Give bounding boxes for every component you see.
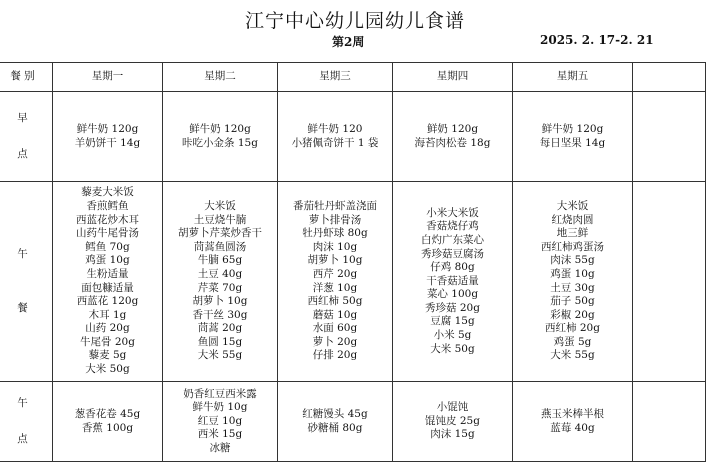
menu-item: 木耳 1g: [88, 308, 127, 321]
day-header: 星期三: [278, 63, 393, 92]
menu-item: 藜麦大米饭: [81, 186, 134, 199]
menu-item: 鲜牛奶 120: [307, 122, 363, 135]
menu-cell: [513, 182, 633, 382]
menu-item: 小馄饨: [436, 401, 469, 414]
menu-item: 藜麦 5g: [88, 349, 127, 362]
menu-item: 蘑菇 10g: [312, 308, 358, 321]
menu-cell: [163, 382, 278, 462]
meal-label-char: 午: [17, 396, 28, 409]
menu-cell: [163, 92, 278, 182]
meal-label-char: 点: [17, 432, 28, 445]
menu-item: 香菇烧仔鸡: [426, 220, 479, 233]
menu-item: 干香菇适量: [426, 274, 479, 287]
menu-item: 鳕鱼 70g: [85, 240, 130, 253]
menu-cell: [53, 182, 163, 382]
header-row: [0, 63, 706, 92]
menu-item: 西蓝花炒木耳: [76, 213, 139, 226]
menu-item: 鱼圆 15g: [197, 335, 243, 348]
menu-item: 小米大米饭: [426, 206, 479, 219]
menu-cell: [513, 92, 633, 182]
menu-item: 咔吃小金条 15g: [182, 136, 258, 149]
menu-item: 大米饭: [204, 199, 236, 212]
snack-row: [0, 382, 706, 462]
menu-cell: [278, 182, 393, 382]
menu-cell: [278, 92, 393, 182]
menu-item: 鲜牛奶 120g: [189, 122, 251, 135]
menu-item: 秀珍菇豆腐汤: [421, 247, 484, 260]
menu-item: 仔排 20g: [312, 349, 358, 362]
menu-item: 蓝莓 40g: [550, 421, 595, 434]
menu-item: 西芹 20g: [312, 267, 358, 280]
lunch-row: [0, 182, 706, 382]
menu-item: 萝卜排骨汤: [308, 213, 362, 226]
menu-item: 萝卜 20g: [312, 335, 358, 348]
menu-item: 鲜牛奶 10g: [192, 401, 248, 414]
menu-item: 红豆 10g: [197, 414, 243, 427]
menu-item: 鲜奶 120g: [426, 122, 479, 135]
menu-item: 肉沫 55g: [550, 254, 595, 267]
menu-item: 小米 5g: [433, 329, 472, 342]
menu-item: 茄子 50g: [550, 295, 595, 308]
menu-item: 牡丹虾球 80g: [302, 227, 368, 240]
menu-cell: [393, 92, 513, 182]
menu-item: 地三鲜: [556, 227, 589, 240]
menu-item: 芹菜 70g: [197, 281, 243, 294]
menu-cell: [393, 382, 513, 462]
meal-label-char: 点: [17, 147, 28, 160]
menu-item: 砂糖桶 80g: [307, 421, 363, 434]
menu-item: 西蓝花 120g: [76, 295, 139, 308]
meal-label-char: 餐: [17, 301, 28, 314]
menu-cell: [163, 182, 278, 382]
menu-item: 肉沫 10g: [312, 240, 358, 253]
menu-cell: [53, 92, 163, 182]
menu-item: 小猪佩奇饼干 1 袋: [291, 136, 379, 149]
menu-item: 菜心 100g: [426, 288, 479, 301]
menu-item: 西红柿 50g: [307, 295, 363, 308]
meal-label-char: 午: [17, 247, 28, 260]
menu-item: 羊奶饼干 14g: [74, 136, 141, 149]
menu-item: 胡萝卜 10g: [192, 295, 248, 308]
menu-item: 奶香红豆西米露: [183, 387, 257, 400]
menu-item: 肉沫 15g: [430, 428, 475, 441]
menu-item: 冰糖: [209, 441, 231, 454]
menu-item: 白灼广东菜心: [421, 233, 484, 246]
menu-item: 茼蒿 20g: [197, 322, 243, 335]
menu-item: 面包糠适量: [81, 281, 134, 294]
menu-item: 牛尾骨 20g: [80, 335, 135, 348]
day-header: 星期四: [393, 63, 513, 92]
menu-item: 洋葱 10g: [312, 281, 358, 294]
menu-item: 鸡蛋 10g: [85, 254, 130, 267]
menu-item: 牛腩 65g: [197, 254, 243, 267]
menu-table: [0, 62, 706, 462]
menu-item: 大米 50g: [85, 363, 130, 376]
menu-cell: [278, 382, 393, 462]
menu-item: 茼蒿鱼圆汤: [193, 240, 247, 253]
meal-label-char: 早: [17, 111, 28, 124]
menu-item: 土豆 40g: [197, 267, 243, 280]
menu-item: 鸡蛋 5g: [553, 335, 592, 348]
menu-item: 红烧肉圆: [551, 213, 594, 226]
menu-item: 西米 15g: [197, 428, 243, 441]
menu-item: 土豆 30g: [550, 281, 595, 294]
menu-item: 香干丝 30g: [192, 308, 248, 321]
corner-label: 餐 别: [0, 63, 53, 92]
menu-item: 水面 60g: [312, 322, 358, 335]
menu-item: 大米 55g: [197, 349, 243, 362]
menu-cell: [53, 382, 163, 462]
menu-item: 山药 20g: [85, 322, 130, 335]
extra-cell: [633, 182, 706, 382]
day-header: 星期五: [513, 63, 633, 92]
menu-item: 红糖馒头 45g: [302, 407, 368, 420]
menu-item: 西红柿鸡蛋汤: [541, 240, 604, 253]
extra-cell: [633, 92, 706, 182]
week-label: 第2周: [332, 35, 365, 49]
breakfast-row: [0, 92, 706, 182]
menu-item: 生粉适量: [86, 267, 129, 280]
menu-item: 大米饭: [556, 199, 589, 212]
menu-item: 番茄牡丹虾盖浇面: [293, 199, 377, 212]
menu-item: 鸡蛋 10g: [550, 267, 595, 280]
menu-item: 每日坚果 14g: [539, 136, 606, 149]
menu-item: 仔鸡 80g: [430, 261, 475, 274]
meal-label: [0, 182, 53, 382]
page-title: 江宁中心幼儿园幼儿食谱: [244, 10, 465, 32]
menu-item: 胡萝卜芹菜炒香干: [178, 227, 262, 240]
menu-item: 馄饨皮 25g: [425, 414, 480, 427]
menu-item: 葱香花卷 45g: [74, 407, 141, 420]
menu-item: 西红柿 20g: [545, 322, 600, 335]
menu-item: 香煎鳕鱼: [86, 199, 129, 212]
menu-cell: [513, 382, 633, 462]
menu-item: 鲜牛奶 120g: [76, 122, 139, 135]
day-header: 星期二: [163, 63, 278, 92]
date-range: 2025. 2. 17-2. 21: [540, 33, 654, 47]
menu-item: 彩椒 20g: [550, 308, 595, 321]
menu-item: 香蕉 100g: [81, 421, 134, 434]
menu-item: 燕玉米棒半根: [541, 407, 604, 420]
menu-cell: [393, 182, 513, 382]
meal-label: [0, 382, 53, 462]
menu-item: 海苔肉松卷 18g: [414, 136, 491, 149]
menu-item: 胡萝卜 10g: [307, 254, 363, 267]
menu-item: 山药牛尾骨汤: [76, 227, 139, 240]
menu-item: 大米 50g: [430, 342, 475, 355]
menu-item: 鲜牛奶 120g: [541, 122, 604, 135]
menu-item: 豆腐 15g: [430, 315, 475, 328]
day-header: 星期一: [53, 63, 163, 92]
menu-item: 土豆烧牛腩: [193, 213, 247, 226]
meal-label: [0, 92, 53, 182]
extra-column: [633, 63, 706, 92]
extra-cell: [633, 382, 706, 462]
menu-item: 秀珍菇 20g: [425, 301, 480, 314]
menu-item: 大米 55g: [550, 349, 595, 362]
